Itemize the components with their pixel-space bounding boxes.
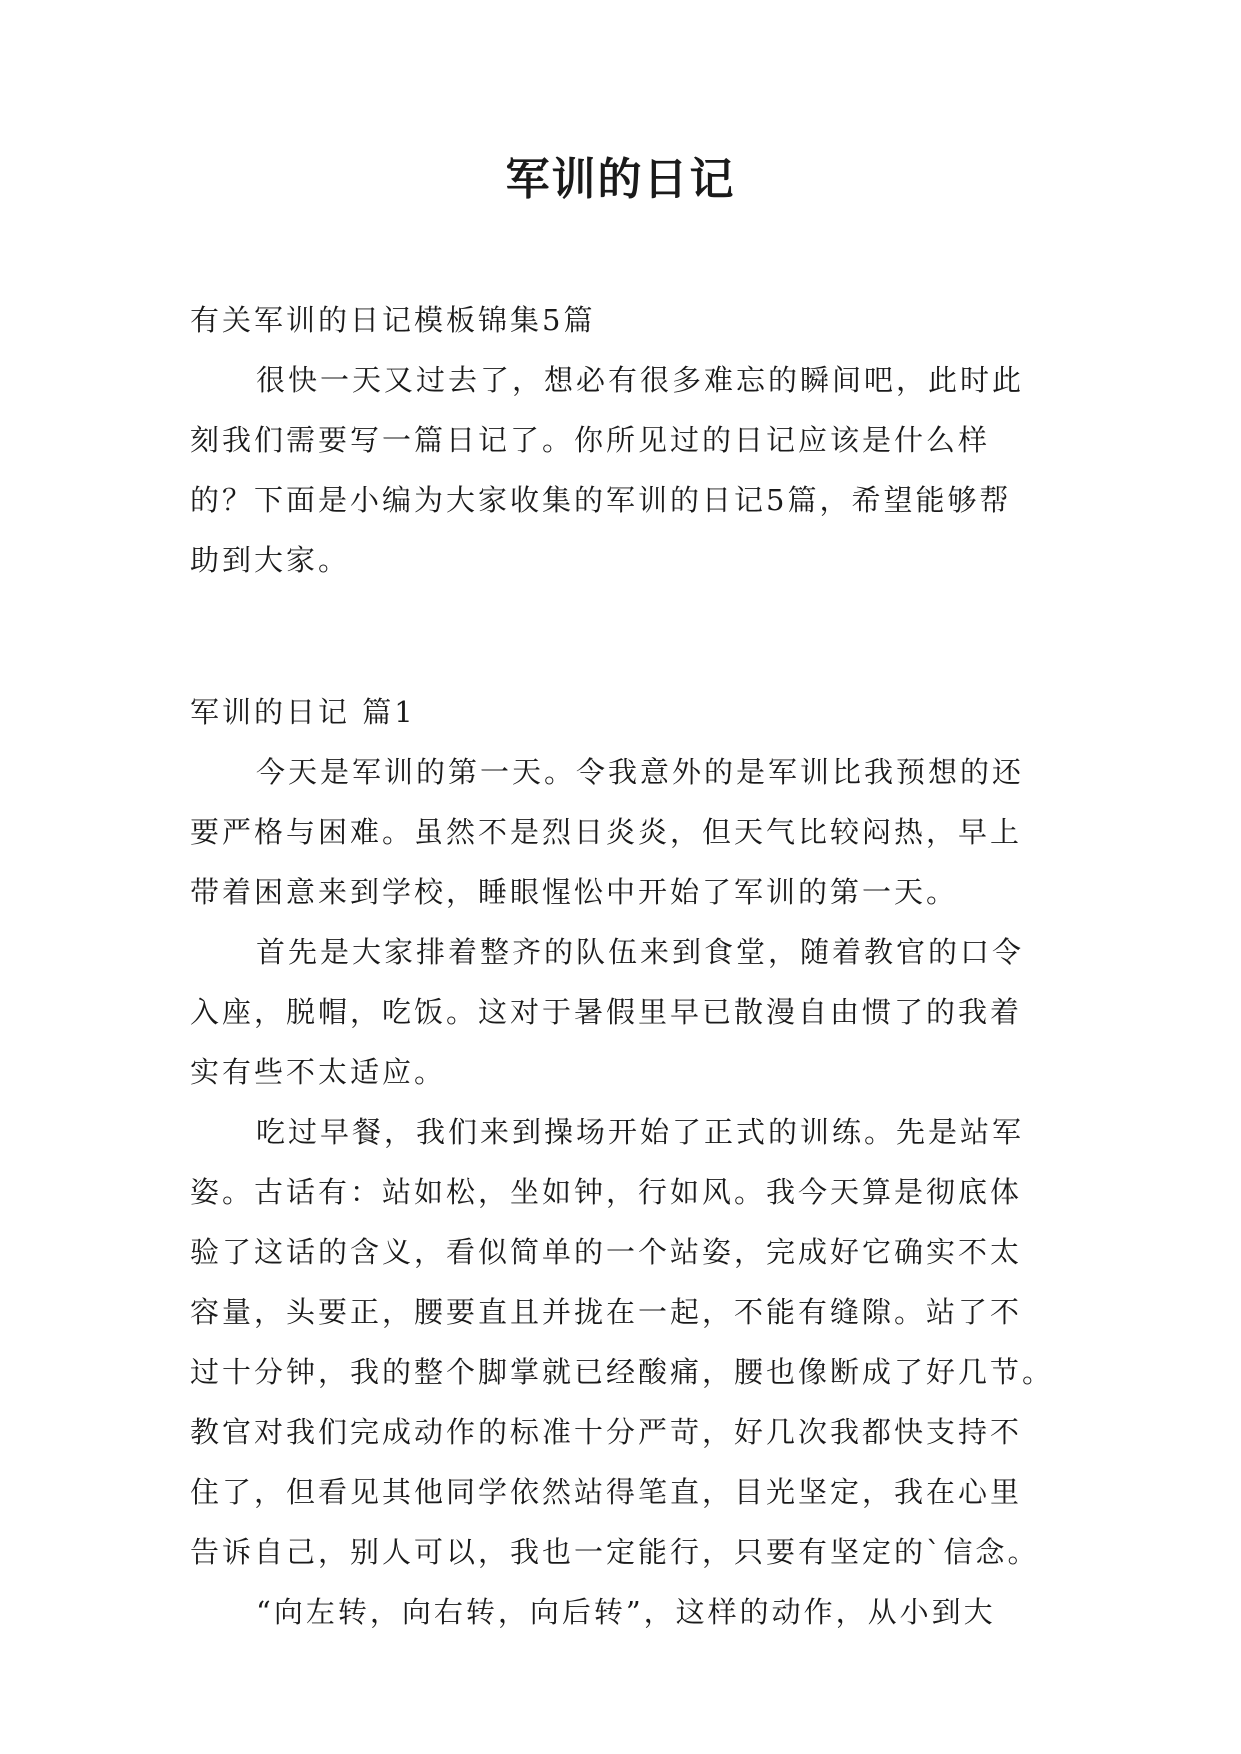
paragraph-line: 验了这话的含义，看似简单的一个站姿，完成好它确实不太 [190, 1235, 1023, 1269]
intro-line: 的？下面是小编为大家收集的军训的日记5篇，希望能够帮 [190, 483, 1012, 517]
document-body [190, 290, 1060, 1642]
paragraph-line: 吃过早餐，我们来到操场开始了正式的训练。先是站军 [256, 1115, 1025, 1149]
paragraph-line: 教官对我们完成动作的标准十分严苛，好几次我都快支持不 [190, 1415, 1023, 1449]
document-subtitle: 有关军训的日记模板锦集5篇 [190, 303, 596, 337]
body-paragraph [190, 742, 1060, 922]
paragraph-line: 住了，但看见其他同学依然站得笔直，目光坚定，我在心里 [190, 1475, 1023, 1509]
intro-line: 刻我们需要写一篇日记了。你所见过的日记应该是什么样 [190, 423, 991, 457]
intro-paragraph [190, 350, 1060, 590]
document-title: 军训的日记 [505, 154, 736, 205]
paragraph-line: 容量，头要正，腰要直且并拢在一起，不能有缝隙。站了不 [190, 1295, 1023, 1329]
paragraph-line: 入座，脱帽，吃饭。这对于暑假里早已散漫自由惯了的我着 [190, 995, 1023, 1029]
paragraph-line: 要严格与困难。虽然不是烈日炎炎，但天气比较闷热，早上 [190, 815, 1023, 849]
paragraph-line: 告诉自己，别人可以，我也一定能行，只要有坚定的`信念。 [190, 1535, 1040, 1569]
intro-line: 助到大家。 [190, 543, 351, 577]
body-paragraph [190, 1102, 1060, 1582]
paragraph-line: 带着困意来到学校，睡眼惺忪中开始了军训的第一天。 [190, 875, 959, 909]
body-paragraph [190, 922, 1060, 1102]
intro-line: 很快一天又过去了，想必有很多难忘的瞬间吧，此时此 [256, 363, 1025, 397]
section-heading: 军训的日记 篇1 [190, 695, 416, 729]
paragraph-line: 首先是大家排着整齐的队伍来到食堂，随着教官的口令 [256, 935, 1025, 969]
body-paragraph [190, 1582, 1060, 1642]
paragraph-line: 实有些不太适应。 [190, 1055, 447, 1089]
paragraph-line: 过十分钟，我的整个脚掌就已经酸痛，腰也像断成了好几节。 [190, 1355, 1055, 1389]
paragraph-line: 姿。古话有：站如松，坐如钟，行如风。我今天算是彻底体 [190, 1175, 1023, 1209]
paragraph-line: “向左转，向右转，向后转”，这样的动作，从小到大 [256, 1595, 996, 1629]
section-spacer [190, 590, 1060, 682]
paragraph-line: 今天是军训的第一天。令我意外的是军训比我预想的还 [256, 755, 1025, 789]
